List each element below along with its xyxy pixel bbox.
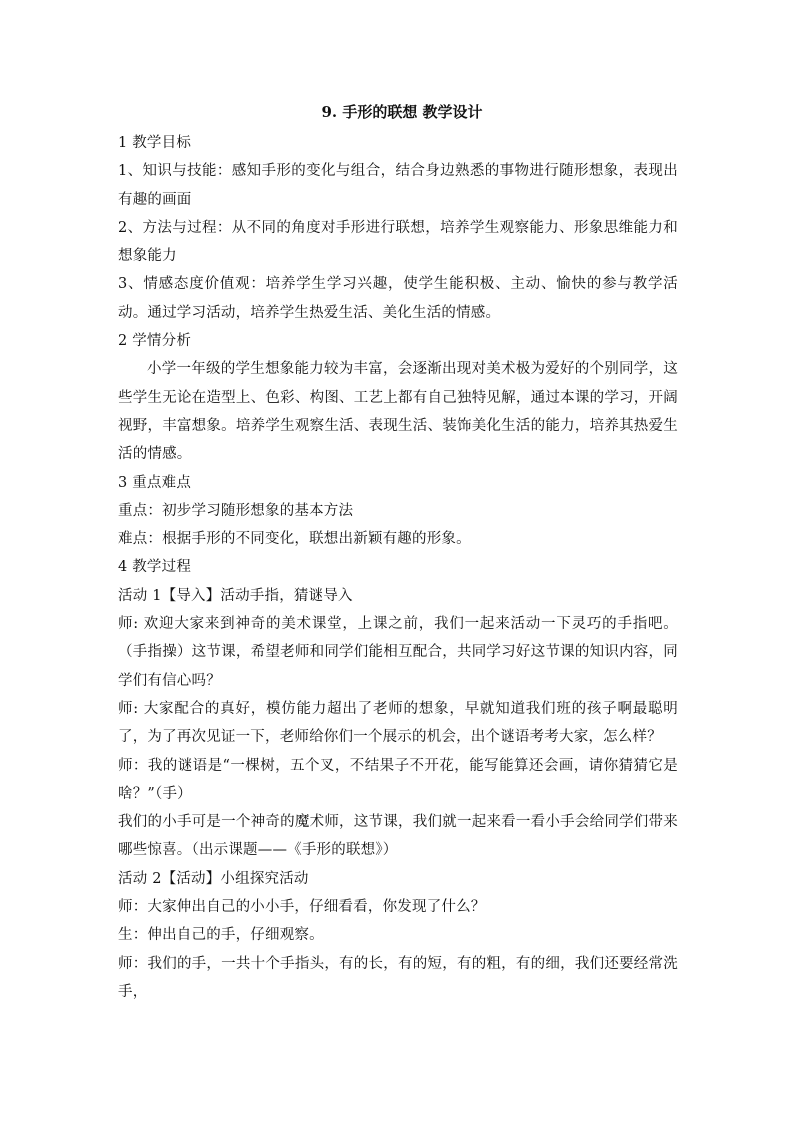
activity-2-heading: 活动 2【活动】小组探究活动 (118, 870, 309, 887)
document-title: 9. 手形的联想 教学设计 (321, 103, 483, 121)
teacher-line-welcome: 师: 欢迎大家来到神奇的美术课堂，上课之前，我们一起来活动一下灵巧的手指吧。（手指操）这节课，希望老师和同学们能相互配合，共同学习好这节课的知识内容，同学们有信心吗？ (118, 616, 678, 689)
difficult-point-text: 难点：根据手形的不同变化，联想出新颖有趣的形象。 (118, 531, 471, 548)
key-point-text: 重点：初步学习随形想象的基本方法 (118, 502, 354, 519)
teacher-line-praise: 师: 大家配合的真好，模仿能力超出了老师的想象，早就知道我们班的孩子啊最聪明了，为了再次见证一下，老师给你们一个展示的机会，出个谜语考考大家，怎么样？ (118, 700, 678, 746)
student-line-observe: 生：伸出自己的手，仔细观察。 (118, 927, 324, 944)
document-body (118, 100, 678, 1006)
section-heading-teaching-objectives: 1 教学目标 (118, 135, 192, 151)
section-heading-teaching-process: 4 教学过程 (118, 559, 192, 576)
section-heading-key-points: 3 重点难点 (118, 474, 192, 491)
objective-methods-process: 2、方法与过程：从不同的角度对手形进行联想，培养学生观察能力、形象思维能力和想象能力 (118, 219, 678, 265)
objective-attitudes-values: 3、情感态度价值观：培养学生学习兴趣，使学生能积极、主动、愉快的参与教学活动。通过学习活动，培养学生热爱生活、美化生活的情感。 (118, 276, 678, 321)
objective-knowledge-skills: 1、知识与技能：感知手形的变化与组合，结合身边熟悉的事物进行随形想象，表现出有趣的画面 (118, 163, 678, 208)
section-heading-learner-analysis: 2 学情分析 (118, 333, 192, 350)
activity-1-heading: 活动 1【导入】活动手指，猜谜导入 (118, 587, 353, 604)
teacher-line-fingers: 师：我们的手，一共十个手指头，有的长，有的短，有的粗，有的细，我们还要经常洗手， (118, 955, 678, 1000)
teacher-line-observe: 师：大家伸出自己的小小手，仔细看看，你发现了什么？ (118, 899, 486, 916)
teacher-line-riddle: 师：我的谜语是“一棵树，五个叉，不结果子不开花，能写能算还会画，请你猜猜它是啥？”（手） (118, 757, 678, 802)
learner-analysis-paragraph: 小学一年级的学生想象能力较为丰富，会逐渐出现对美术极为爱好的个别同学，这些学生无论在造型上、色彩、构图、工艺上都有自己独特见解，通过本课的学习，开阔视野，丰富想象。培养学生观察生活、表现生活、装饰美化生活的能力，培养其热爱生活的情感。 (118, 361, 678, 463)
magician-hand-paragraph: 我们的小手可是一个神奇的魔术师，这节课，我们就一起来看一看小手会给同学们带来哪些惊喜。（出示课题——《手形的联想》） (118, 814, 678, 859)
